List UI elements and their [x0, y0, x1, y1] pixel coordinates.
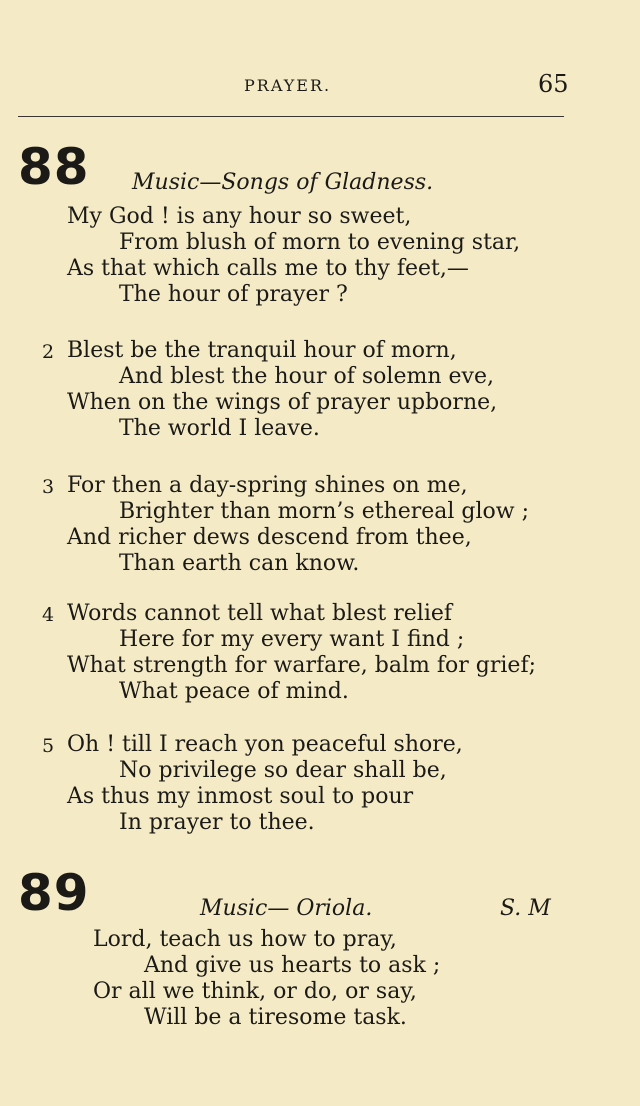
- verse-line: The world I leave.: [119, 416, 320, 441]
- verse-line: What strength for warfare, balm for grief;: [67, 653, 536, 678]
- verse-line: What peace of mind.: [119, 679, 349, 704]
- hymn-tune: Music— Oriola.: [200, 896, 373, 921]
- verse-line: The hour of prayer ?: [119, 282, 348, 307]
- header-rule: [18, 116, 564, 117]
- stanza-number: 3: [42, 476, 55, 498]
- verse-line: Oh ! till I reach yon peaceful shore,: [67, 732, 463, 757]
- verse-line: In prayer to thee.: [119, 810, 315, 835]
- verse-line: Lord, teach us how to pray,: [93, 927, 397, 952]
- verse-line: No privilege so dear shall be,: [119, 758, 447, 783]
- running-title: PRAYER.: [244, 76, 332, 95]
- page-number: 65: [538, 70, 569, 98]
- verse-line: For then a day-spring shines on me,: [67, 473, 468, 498]
- hymn-number: 88: [18, 138, 90, 196]
- verse-line: Brighter than morn’s ethereal glow ;: [119, 499, 530, 524]
- verse-line: And give us hearts to ask ;: [144, 953, 441, 978]
- verse-line: As thus my inmost soul to pour: [67, 784, 414, 809]
- verse-line: And richer dews descend from thee,: [67, 525, 472, 550]
- hymn-number: 89: [18, 864, 90, 922]
- verse-line: Or all we think, or do, or say,: [93, 979, 417, 1004]
- hymn-meter: S. M: [500, 896, 551, 921]
- verse-line: Blest be the tranquil hour of morn,: [67, 338, 457, 363]
- verse-line: Will be a tiresome task.: [144, 1005, 407, 1030]
- verse-line: Words cannot tell what blest relief: [67, 601, 453, 626]
- verse-line: When on the wings of prayer upborne,: [67, 390, 498, 415]
- verse-line: Here for my every want I find ;: [119, 627, 465, 652]
- hymn-tune: Music—Songs of Gladness.: [132, 170, 434, 195]
- verse-line: My God ! is any hour so sweet,: [67, 204, 412, 229]
- stanza-number: 2: [42, 341, 55, 363]
- verse-line: From blush of morn to evening star,: [119, 230, 521, 255]
- verse-line: And blest the hour of solemn eve,: [119, 364, 494, 389]
- verse-line: As that which calls me to thy feet,—: [67, 256, 469, 281]
- verse-line: Than earth can know.: [119, 551, 360, 576]
- stanza-number: 4: [42, 604, 55, 626]
- stanza-number: 5: [42, 735, 55, 757]
